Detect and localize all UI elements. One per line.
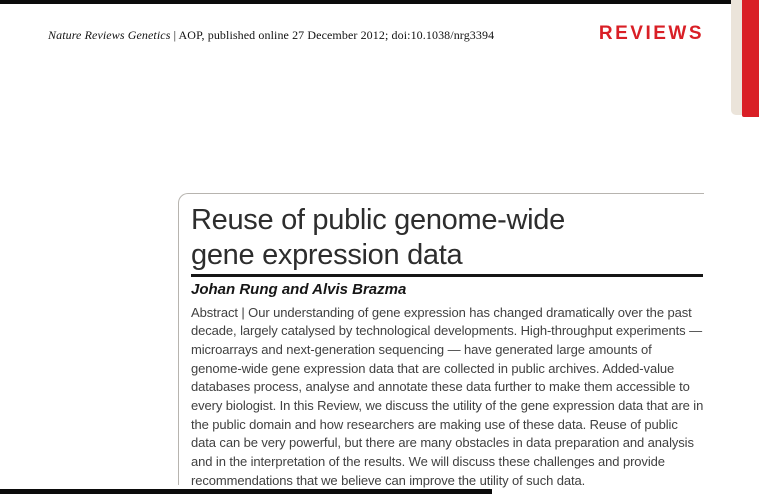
page-edge-strip (731, 0, 742, 115)
red-corner-bar (742, 0, 759, 117)
bottom-rule (0, 489, 492, 494)
publication-info: | AOP, published online 27 December 2012; doi:10.1038/nrg3394 (170, 28, 495, 42)
article-abstract: Abstract | Our understanding of gene expression has changed dramatically over the past decade, largely catalysed by technological developments. High-throughput experiments — microarrays and next-generation sequencing — have generated large amounts of genome-wide gene expression data that are collected in public archives. Added-value databases process, analyse and annotate these data further to make them accessible to every biologist. In this Review, we discuss the utility of the gene expression data that are in the public domain and how researchers are making use of these data. Reuse of public data can be very powerful, but there are many obstacles in data preparation and analysis and in the interpretation of the results. We will discuss these challenges and provide recommendations that we believe can improve the utility of such data. (191, 304, 704, 488)
article-title (191, 203, 704, 273)
title-rule (191, 274, 703, 277)
title-line-2: gene expression data (191, 239, 463, 271)
title-line-1: Reuse of public genome-wide (191, 204, 565, 236)
journal-name: Nature Reviews Genetics (48, 28, 171, 42)
top-rule (0, 0, 731, 4)
article-authors: Johan Rung and Alvis Brazma (191, 280, 407, 298)
section-label-reviews: REVIEWS (598, 23, 704, 44)
article-box (178, 193, 704, 488)
journal-citation (48, 28, 494, 43)
